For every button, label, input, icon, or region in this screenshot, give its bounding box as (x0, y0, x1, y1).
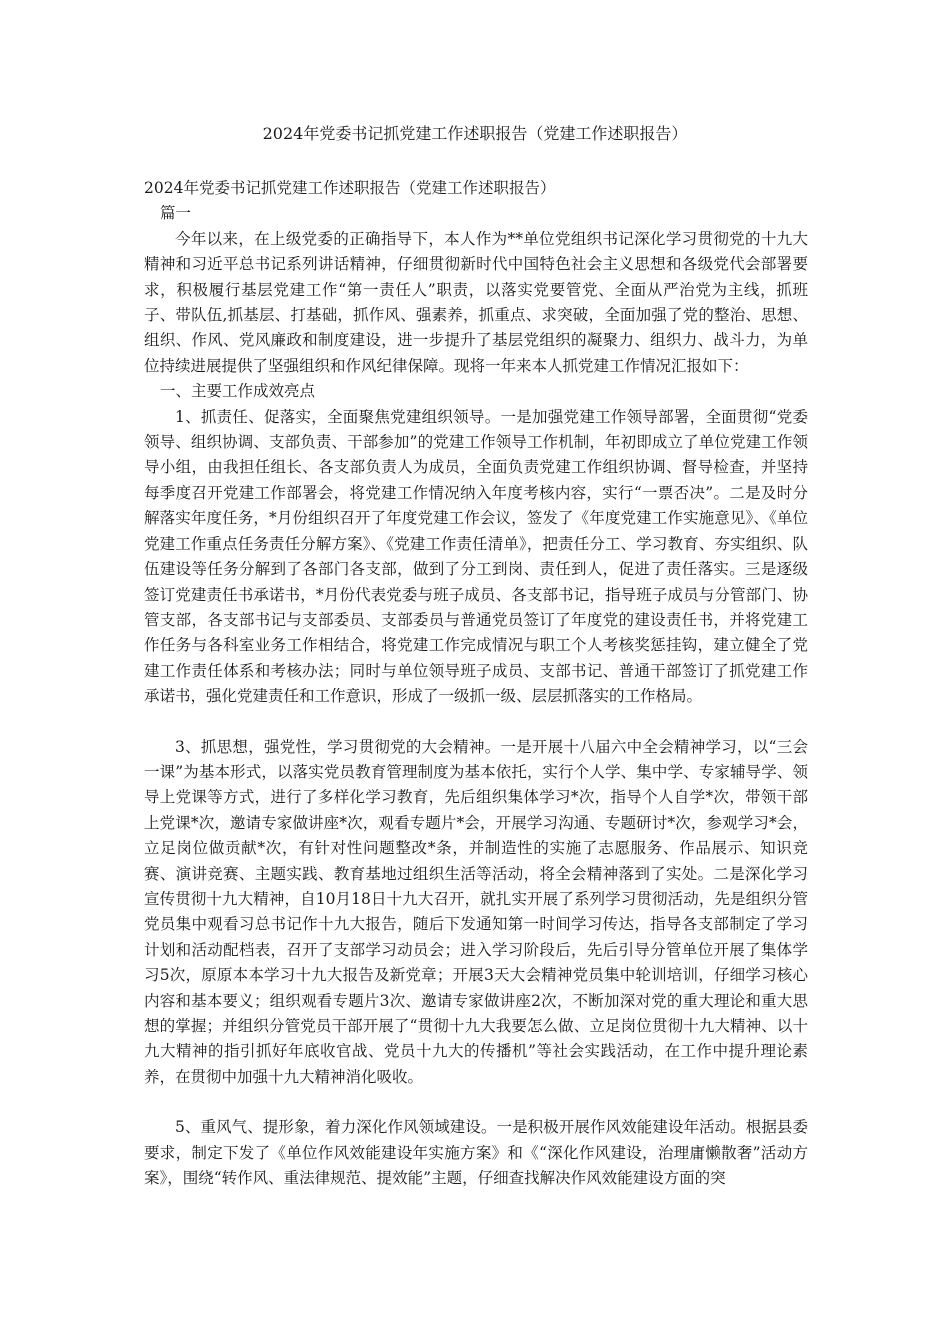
paragraph-spacer (144, 710, 808, 735)
paragraph-responsibility: 1、抓责任、促落实，全面聚焦党建组织领导。一是加强党建工作领导部署，全面贯彻“党委领导、组织协调、支部负责、干部参加”的党建工作领导工作机制，年初即成立了单位党建工作领导小组，由我担任组长、各支部负责人为成员，全面负责党建工作组织协调、督导检查，并坚持每季度召开党建工作部署会，将党建工作情况纳入年度考核内容，实行“一票否决”。二是及时分解落实年度任务，*月份组织召开了年度党建工作会议，签发了《年度党建工作实施意见》、《单位党建工作重点任务责任分解方案》、《党建工作责任清单》，把责任分工、学习教育、夯实组织、队伍建设等任务分解到了各部门各支部，做到了分工到岗、责任到人，促进了责任落实。三是逐级签订党建责任书承诺书，*月份代表党委与班子成员、各支部书记，指导班子成员与分管部门、协管支部，各支部书记与支部委员、支部委员与普通党员签订了年度党的建设责任书，并将党建工作任务与各科室业务工作相结合，将党建工作完成情况与职工个人考核奖惩挂钩，建立健全了党建工作责任体系和考核办法；同时与单位领导班子成员、支部书记、普通干部签订了抓党建工作承诺书，强化党建责任和工作意识，形成了一级抓一级、层层抓落实的工作格局。 (144, 407, 808, 706)
intro-paragraph: 今年以来，在上级党委的正确指导下，本人作为**单位党组织书记深化学习贯彻党的十九大精神和习近平总书记系列讲话精神，仔细贯彻新时代中国特色社会主义思想和各级党代会部署要求，积极履行基层党建工作“第一责任人”职责，以落实党要管党、全面从严治党为主线，抓班子、带队伍,抓基层、打基础，抓作风、强素养，抓重点、求突破，全面加强了党的整治、思想、组织、作风、党风廉政和制度建设，进一步提升了基层党组织的凝聚力、组织力、战斗力，为单位持续进展提供了坚强组织和作风纪律保障。现将一年来本人抓党建工作情况汇报如下： (144, 229, 808, 375)
paragraph-work-style: 5、重风气、提形象，着力深化作风领域建设。一是积极开展作风效能建设年活动。根据县委要求，制定下发了《单位作风效能建设年实施方案》和《“深化作风建设，治理庸懒散奢”活动方案》，围绕“转作风、重法律规范、提效能”主题，仔细查找解决作风效能建设方面的突 (144, 1118, 808, 1188)
section-heading: 一、主要工作成效亮点 (160, 382, 316, 401)
paragraph-spacer (144, 1090, 808, 1115)
paragraph-ideology: 3、抓思想，强党性，学习贯彻党的大会精神。一是开展十八届六中全会精神学习，以“三会一课”为基本形式，以落实党员教育管理制度为基本依托，实行个人学、集中学、专家辅导学、领导上党课等方式，进行了多样化学习教育，先后组织集体学习*次，指导个人自学*次，带领干部上党课*次，邀请专家做讲座*次，观看专题片*会，开展学习沟通、专题研讨*次，参观学习*会，立足岗位做贡献*次，有针对性问题整改*条，并制造性的实施了志愿服务、作品展示、知识竞赛、演讲竞赛、主题实践、教育基地过组织生活等活动，将全会精神落到了实处。二是深化学习宣传贯彻十九大精神，自10月18日十九大召开，就扎实开展了系列学习贯彻活动，先是组织分管党员集中观看习总书记作十九大报告，随后下发通知第一时间学习传达，指导各支部制定了学习计划和活动配档表，召开了支部学习动员会；进入学习阶段后，先后引导分管单位开展了集体学习5次，原原本本学习十九大报告及新党章；开展3天大会精神党员集中轮训培训，仔细学习核心内容和基本要义；组织观看专题片3次、邀请专家做讲座2次，不断加深对党的重大理论和重大思想的掌握；并组织分管党员干部开展了“贯彻十九大我要怎么做、立足岗位贯彻十九大精神、以十九大精神的指引抓好年底收官战、党员十九大的传播机”等社会实践活动，在工作中提升理论素养，在贯彻中加强十九大精神消化吸收。 (144, 737, 808, 1086)
document-body (144, 176, 808, 1191)
part-label: 篇一 (160, 204, 192, 223)
document-title: 2024年党委书记抓党建工作述职报告（党建工作述职报告） (262, 124, 688, 143)
document-subtitle: 2024年党委书记抓党建工作述职报告（党建工作述职报告） (144, 179, 556, 197)
